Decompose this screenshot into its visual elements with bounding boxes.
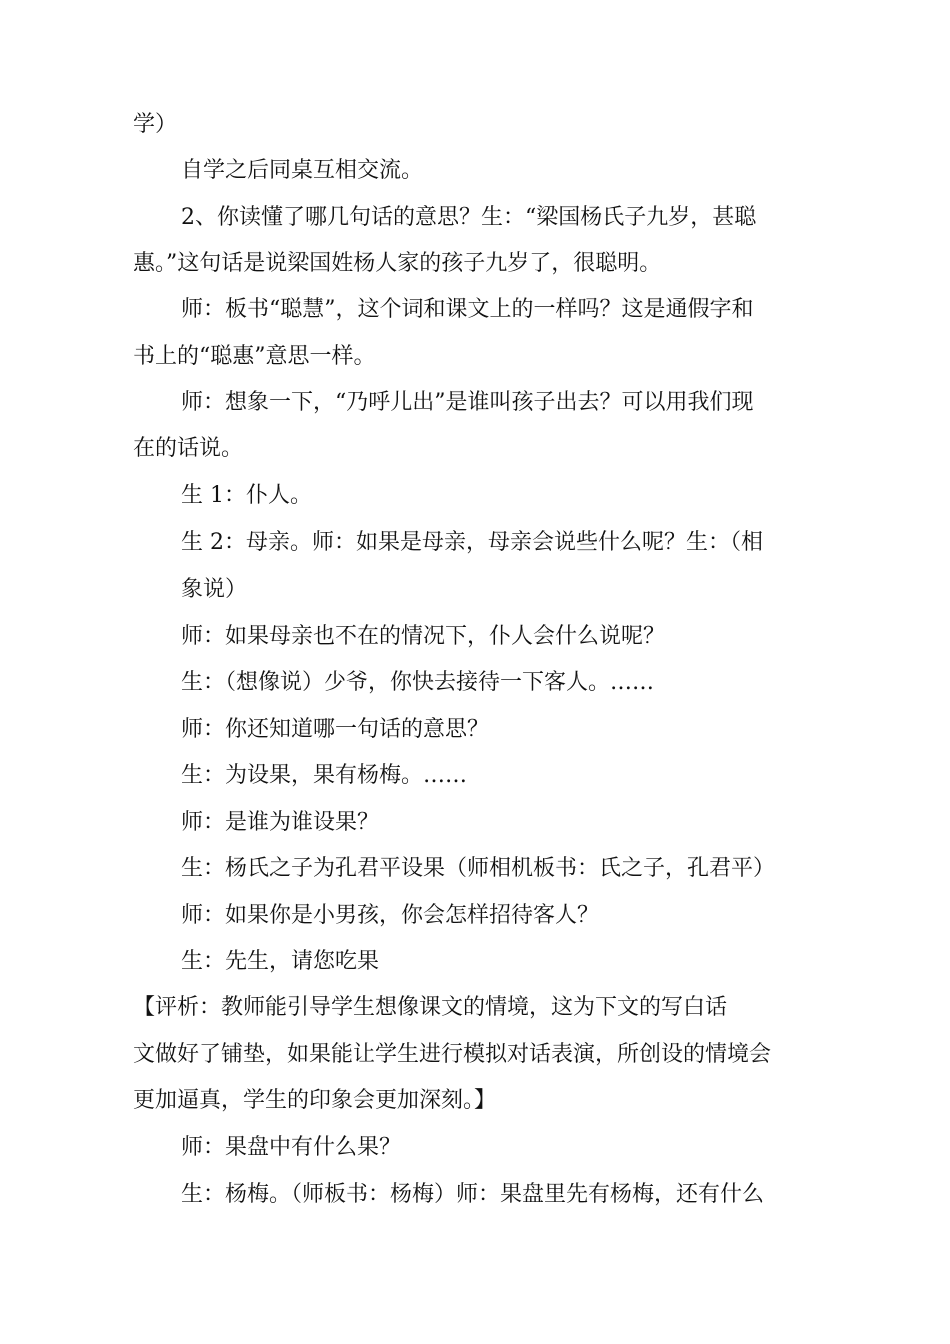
text-line: 学） [133, 112, 178, 137]
text-line: 书上的“聪惠”意思一样。 [133, 344, 376, 369]
text-line: 师：如果母亲也不在的情况下，仆人会什么说呢？ [181, 624, 666, 649]
text-line: 生 1：仆人。 [181, 483, 312, 508]
text-line: 师：如果你是小男孩，你会怎样招待客人？ [181, 903, 600, 928]
text-line: 象说） [181, 577, 248, 602]
text-line: 生：杨梅。（师板书：杨梅）师：果盘里先有杨梅，还有什么 [181, 1182, 765, 1207]
text-line: 在的话说。 [133, 436, 244, 461]
text-line: 惠。”这句话是说梁国姓杨人家的孩子九岁了，很聪明。 [133, 251, 662, 276]
text-line: 2、你读懂了哪几句话的意思？生：“梁国杨氏子九岁，甚聪 [181, 205, 757, 230]
text-line: 生：先生，请您吃果 [181, 949, 380, 974]
text-line: 师：是谁为谁设果？ [181, 810, 380, 835]
text-line: 师：果盘中有什么果？ [181, 1135, 402, 1160]
text-line: 自学之后同桌互相交流。 [181, 158, 424, 183]
text-line: 更加逼真，学生的印象会更加深刻。】 [133, 1088, 497, 1113]
text-line: 生：（想像说）少爷，你快去接待一下客人。…… [181, 670, 655, 695]
text-line: 师：想象一下，“乃呼儿出”是谁叫孩子出去？可以用我们现 [181, 390, 754, 415]
text-line: 师：你还知道哪一句话的意思？ [181, 717, 490, 742]
text-line: 生 2：母亲。师：如果是母亲，母亲会说些什么呢？生：（相 [181, 530, 763, 555]
text-line: 师：板书“聪慧”，这个词和课文上的一样吗？这是通假字和 [181, 297, 754, 322]
text-line: 【评析：教师能引导学生想像课文的情境，这为下文的写白话 [133, 995, 728, 1020]
text-line: 生：为设果，果有杨梅。…… [181, 763, 468, 788]
text-line: 文做好了铺垫，如果能让学生进行模拟对话表演，所创设的情境会 [133, 1042, 772, 1067]
text-line: 生：杨氏之子为孔君平设果（师相机板书：氏之子，孔君平） [181, 856, 776, 881]
